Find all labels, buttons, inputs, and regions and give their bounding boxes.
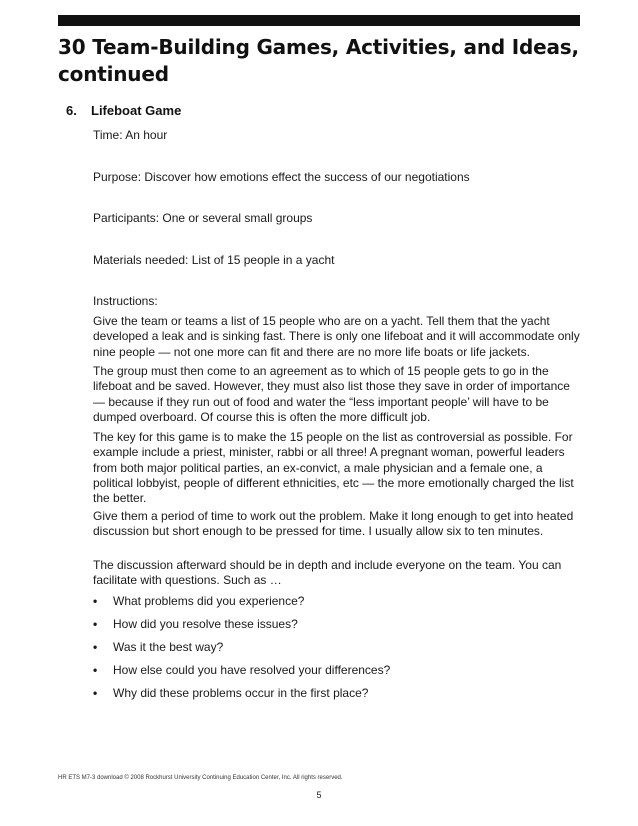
list-item <box>93 640 583 663</box>
instruction-paragraph: The key for this game is to make the 15 people on the list as controversial as possible. For example include a priest, minister, rabbi or all three! A pregnant woman, powerful leaders from both major political parties, an ex-convict, a male physician and a female one, a political lobbyist, people of different ethnicities, etc — the more emotionally charged the list the better. <box>93 430 574 506</box>
materials-line: Materials needed: List of 15 people in a yacht <box>93 253 335 267</box>
instruction-paragraph: The discussion afterward should be in depth and include everyone on the team. You can facilitate with questions. Such as … <box>93 558 562 588</box>
page-number: 5 <box>316 790 322 800</box>
page-title <box>58 34 588 88</box>
list-item <box>93 617 583 640</box>
purpose-line: Purpose: Discover how emotions effect the success of our negotiations <box>93 170 470 184</box>
participants-line: Participants: One or several small groups <box>93 211 313 225</box>
instruction-paragraph: Give them a period of time to work out the problem. Make it long enough to get into heated discussion but short enough to be pressed for time. I usually allow six to ten minutes. <box>93 509 574 539</box>
list-item <box>93 663 583 686</box>
question-text: How else could you have resolved your differences? <box>113 663 391 677</box>
list-item <box>93 594 583 617</box>
bullet-icon: • <box>93 686 98 700</box>
page-title-line-1: 30 Team-Building Games, Activities, and Ideas, <box>58 35 579 59</box>
page-title-line-2: continued <box>58 62 169 86</box>
instruction-paragraph: The group must then come to an agreement as to which of 15 people gets to go in the lifeboat and be saved. However, they must also list those they save in order of importance — because if they run out of food and water the “less important people’ will have to be dumped overboard. Of course this is often the more difficult job. <box>93 364 570 424</box>
item-heading <box>66 103 181 118</box>
instructions-label: Instructions: <box>93 294 158 308</box>
bullet-icon: • <box>93 617 98 631</box>
instruction-paragraph: Give the team or teams a list of 15 people who are on a yacht. Tell them that the yacht developed a leak and is sinking fast. There is only one lifeboat and it will accommodate only nine people — not one more can fit and there are no more life boats or life jackets. <box>93 314 580 359</box>
time-line: Time: An hour <box>93 128 168 142</box>
question-text: Was it the best way? <box>113 640 224 654</box>
bullet-icon: • <box>93 640 98 654</box>
question-list <box>93 594 583 709</box>
question-text: What problems did you experience? <box>113 594 305 608</box>
copyright-notice: HR ETS M7-3 download © 2008 Rockhurst University Continuing Education Center, Inc. All rights reserved. <box>58 775 343 781</box>
question-text: Why did these problems occur in the first place? <box>113 686 369 700</box>
header-rule <box>58 15 580 26</box>
question-text: How did you resolve these issues? <box>113 617 298 631</box>
item-title: Lifeboat Game <box>91 103 182 118</box>
item-number: 6. <box>66 103 77 118</box>
bullet-icon: • <box>93 594 98 608</box>
list-item <box>93 686 583 709</box>
bullet-icon: • <box>93 663 98 677</box>
